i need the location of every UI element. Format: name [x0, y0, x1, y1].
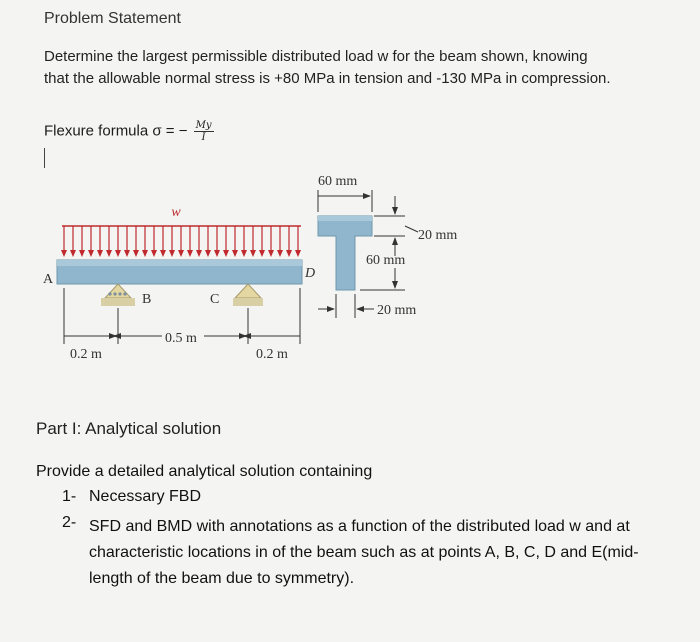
- support-c: [233, 284, 263, 306]
- list-item-1-text: Necessary FBD: [89, 488, 202, 505]
- web-height-label: 60 mm: [366, 253, 406, 268]
- label-b: B: [142, 292, 152, 307]
- list-item-2-line-1: SFD and BMD with annotations as a function of the distributed load w and at: [89, 518, 630, 535]
- list-item-2-line-3: length of the beam due to symmetry).: [89, 570, 355, 587]
- list-item-2-line-2: characteristic locations in of the beam such as at points A, B, C, D and E(mid-: [89, 544, 639, 561]
- load-arrows: [64, 226, 298, 254]
- formula-denominator: I: [201, 132, 206, 143]
- formula-label: Flexure formula σ =: [44, 122, 175, 140]
- load-arrowheads: [61, 250, 301, 257]
- label-c: C: [210, 292, 220, 307]
- flange-width-label: 60 mm: [318, 174, 358, 189]
- dim-mid: 0.5 m: [165, 331, 197, 346]
- support-c-base: [233, 298, 263, 306]
- beam-highlight: [57, 260, 302, 266]
- distributed-load: [61, 205, 301, 257]
- list-item-2-text: [89, 514, 639, 592]
- label-d: D: [305, 266, 316, 281]
- formula-numerator: My: [195, 120, 212, 131]
- web-width-label: 20 mm: [377, 303, 417, 318]
- support-b-base: [101, 298, 135, 306]
- list-item-1-number: 1-: [62, 488, 77, 505]
- formula-sign: −: [178, 122, 188, 140]
- dim-right: 0.2 m: [256, 347, 288, 362]
- t-section: [318, 216, 372, 290]
- dim-left: 0.2 m: [70, 347, 102, 362]
- part1-title: Part I: Analytical solution: [36, 419, 222, 438]
- support-b: [101, 284, 135, 306]
- flange-thickness-label: 20 mm: [418, 228, 458, 243]
- part1-intro: Provide a detailed analytical solution containing: [36, 463, 373, 480]
- statement-line-2: that the allowable normal stress is +80 MPa in tension and -130 MPa in compression.: [44, 70, 611, 87]
- load-label: w: [171, 205, 181, 220]
- problem-heading: Problem Statement: [44, 10, 181, 27]
- label-a: A: [43, 272, 54, 287]
- list-item-2-number: 2-: [62, 514, 77, 531]
- statement-line-1: Determine the largest permissible distributed load w for the beam shown, knowing: [44, 48, 588, 65]
